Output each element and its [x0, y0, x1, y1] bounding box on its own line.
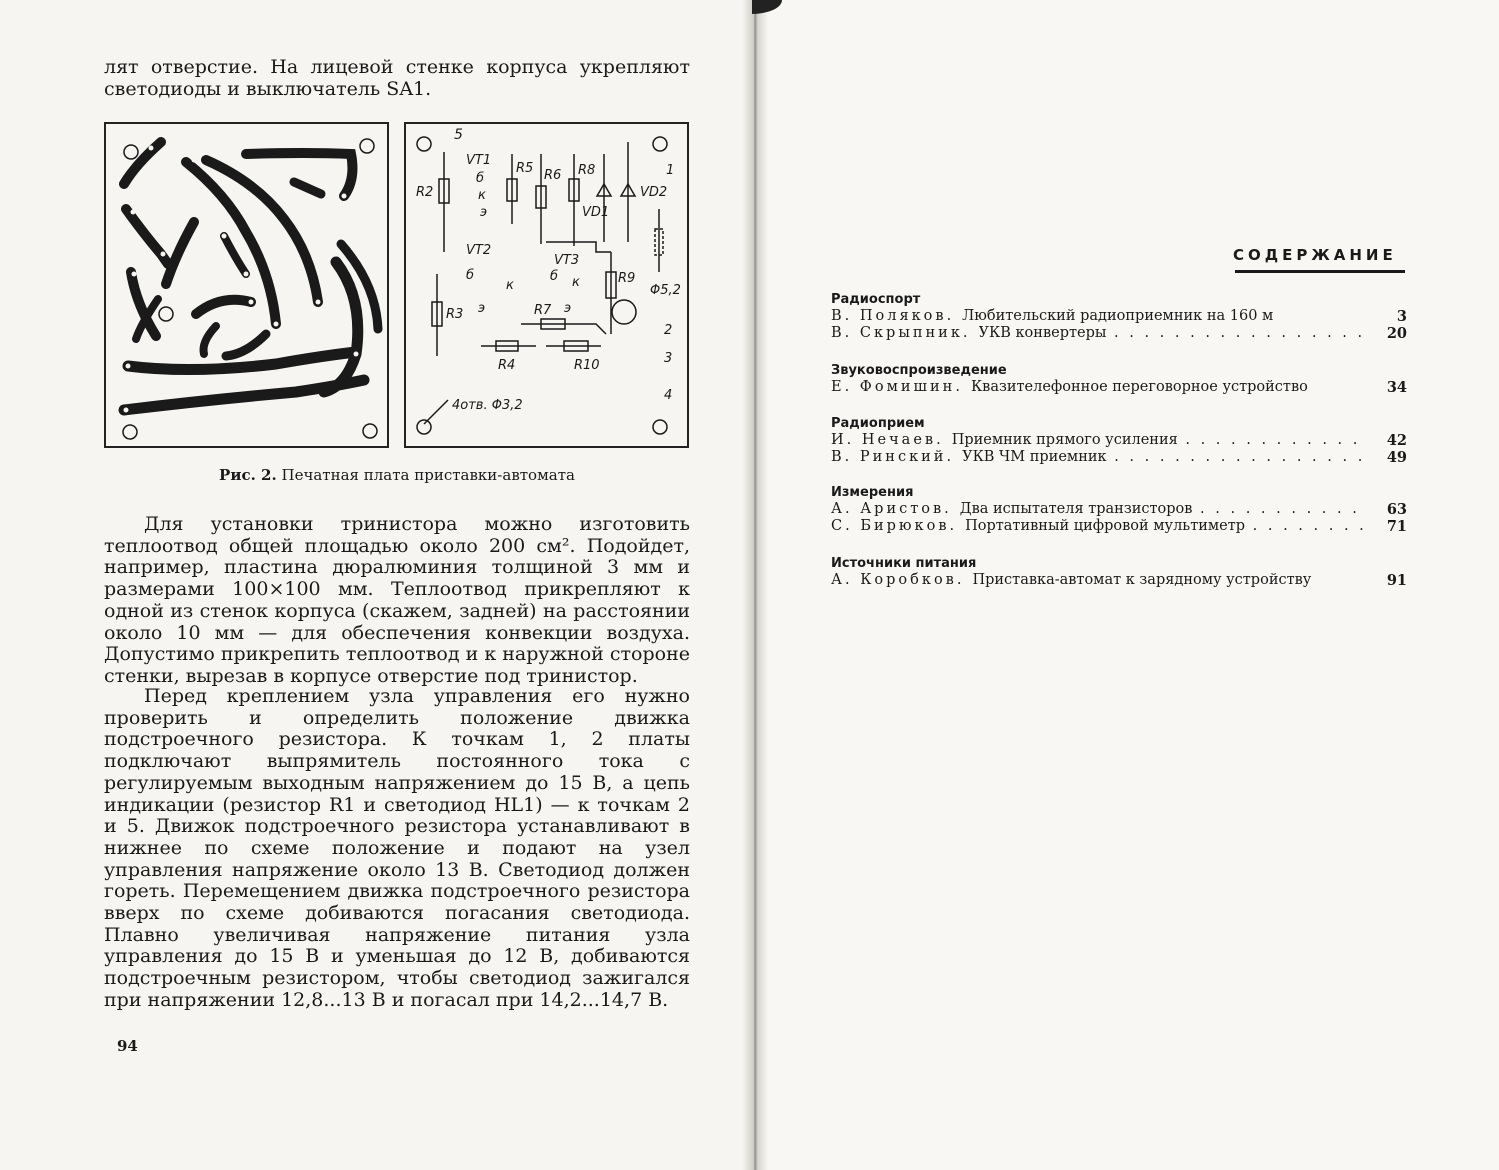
- contents-entry: [831, 308, 1407, 325]
- section-heading: Источники питания: [831, 556, 977, 571]
- label-point-5: 5: [454, 127, 463, 143]
- contents-title: СОДЕРЖАНИЕ: [1233, 246, 1397, 264]
- label-r3: R3: [446, 307, 464, 322]
- label-e3: э: [564, 301, 572, 316]
- body-paragraph-2: Перед креплением узла управления его нужно проверить и определить положение движка подстроечного резистора. К точкам 1, 2 платы подключают выпрямитель постоянного тока с регулируемым выходным напряжением до 15 В, а цепь индикации (резистор R1 и светодиод HL1) — к точкам 2 и 5. Движок подстроечного резистора устанавливают в нижнее по схеме положение и подают на узел управления напряжение около 13 В. Светодиод должен гореть. Перемещением движка подстроечного резистора вверх по схеме добиваются погасания светодиода. Плавно увеличивая напряжение питания узла управления до 15 В и уменьшая до 12 В, добиваются подстроечным резистором, чтобы светодиод зажигался при напряжении 12,8...13 В и погасал при 14,2...14,7 В.: [104, 685, 690, 1011]
- entry-page: 71: [1386, 518, 1407, 535]
- entry-title: УКВ ЧМ приемник . . .: [962, 449, 1363, 466]
- entry-page: 34: [1386, 379, 1407, 396]
- top-paragraph: лят отверстие. На лицевой стенке корпуса укрепляют светодиоды и выключатель SA1.: [104, 56, 690, 100]
- contents-section: [831, 291, 1407, 342]
- entry-author: А. Аристов.: [831, 501, 952, 517]
- label-phi52: Φ5,2: [650, 283, 681, 298]
- entry-page: 91: [1386, 572, 1407, 589]
- contents-entry: [831, 449, 1407, 466]
- contents-section: [831, 415, 1407, 466]
- contents-section: [831, 362, 1407, 396]
- label-vd1: VD1: [582, 205, 610, 220]
- label-r7: R7: [534, 303, 552, 318]
- section-heading: Радиоспорт: [831, 292, 921, 307]
- label-holes: 4отв. Φ3,2: [452, 398, 523, 413]
- label-k1: к: [478, 188, 486, 203]
- pcb-traces-svg: [106, 124, 387, 446]
- entry-author: В. Поляков.: [831, 308, 955, 324]
- entry-title: Два испытателя транзисторов . . .: [960, 501, 1363, 518]
- entry-title: Квазителефонное переговорное устройство: [970, 379, 1308, 395]
- figure-caption-text: Печатная плата приставки-автомата: [281, 466, 575, 484]
- entry-page: 49: [1386, 449, 1407, 466]
- contents-entry: [831, 432, 1407, 449]
- label-vt3: VT3: [554, 253, 580, 268]
- entry-title: УКВ конвертеры . . .: [979, 325, 1363, 342]
- section-heading: Радиоприем: [831, 416, 925, 431]
- label-r9: R9: [618, 271, 636, 286]
- label-e2: э: [478, 301, 486, 316]
- section-heading: Звуковоспроизведение: [831, 363, 1007, 378]
- contents-title-rule: [1235, 270, 1405, 273]
- section-heading: Измерения: [831, 485, 914, 500]
- entry-title: Любительский радиоприемник на 160 м: [962, 308, 1274, 324]
- book-gutter: [742, 0, 768, 1170]
- label-vd2: VD2: [640, 185, 668, 200]
- figure-caption: [104, 466, 690, 484]
- entry-author: В. Ринский.: [831, 449, 955, 465]
- entry-page: 20: [1386, 325, 1407, 342]
- contents-entry: [831, 501, 1407, 518]
- label-r6: R6: [544, 168, 562, 183]
- entry-page: 63: [1386, 501, 1407, 518]
- contents-entry: [831, 572, 1407, 589]
- label-point-2: 2: [664, 323, 673, 338]
- entry-author: И. Нечаев.: [831, 432, 944, 448]
- label-b1: б: [476, 171, 485, 186]
- label-r5: R5: [516, 161, 534, 176]
- label-vt1: VT1: [466, 153, 492, 168]
- label-r10: R10: [574, 358, 600, 373]
- body-paragraph-1: Для установки тринистора можно изготовить теплоотвод общей площадью около 200 см². Подойдет, например, пластина дюралюминия толщиной 3 мм и размерами 100×100 мм. Теплоотвод прикрепляют к одной из стенок корпуса (скажем, задней) на расстоянии около 10 мм — для обеспечения конвекции воздуха. Допустимо прикрепить теплоотвод и к наружной стороне стенки, вырезав в корпусе отверстие под тринистор.: [104, 513, 690, 687]
- label-r4: R4: [498, 358, 516, 373]
- label-k2: к: [506, 278, 514, 293]
- contents-entry: [831, 379, 1407, 396]
- pcb-components-drawing: [404, 122, 689, 448]
- label-r2: R2: [416, 185, 434, 200]
- contents-section: [831, 484, 1407, 535]
- entry-title: Приставка-автомат к зарядному устройству: [972, 572, 1312, 588]
- figure-caption-label: Рис. 2.: [219, 466, 277, 484]
- label-vt2: VT2: [466, 243, 492, 258]
- page-number: 94: [117, 1037, 138, 1055]
- label-b2: б: [466, 268, 475, 283]
- label-r8: R8: [578, 163, 596, 178]
- entry-author: Е. Фомишин.: [831, 379, 963, 395]
- pcb-components-svg: [406, 124, 687, 446]
- label-k3: к: [572, 275, 580, 290]
- entry-author: А. Коробков.: [831, 572, 965, 588]
- entry-title: Портативный цифровой мультиметр . . .: [965, 518, 1363, 535]
- copper-traces: [124, 142, 378, 410]
- label-b3: б: [550, 269, 559, 284]
- label-e1: э: [480, 205, 488, 220]
- entry-author: В. Скрыпник.: [831, 325, 971, 341]
- entry-page: 42: [1386, 432, 1407, 449]
- entry-title: Приемник прямого усиления . . .: [952, 432, 1363, 449]
- pcb-traces-drawing: [104, 122, 389, 448]
- entry-author: С. Бирюков.: [831, 518, 958, 534]
- label-point-3: 3: [664, 351, 673, 366]
- label-point-4: 4: [664, 388, 673, 403]
- label-point-1: 1: [666, 163, 675, 178]
- contents-section: [831, 555, 1407, 589]
- entry-page: 3: [1396, 308, 1407, 325]
- contents-entry: [831, 518, 1407, 535]
- contents-entry: [831, 325, 1407, 342]
